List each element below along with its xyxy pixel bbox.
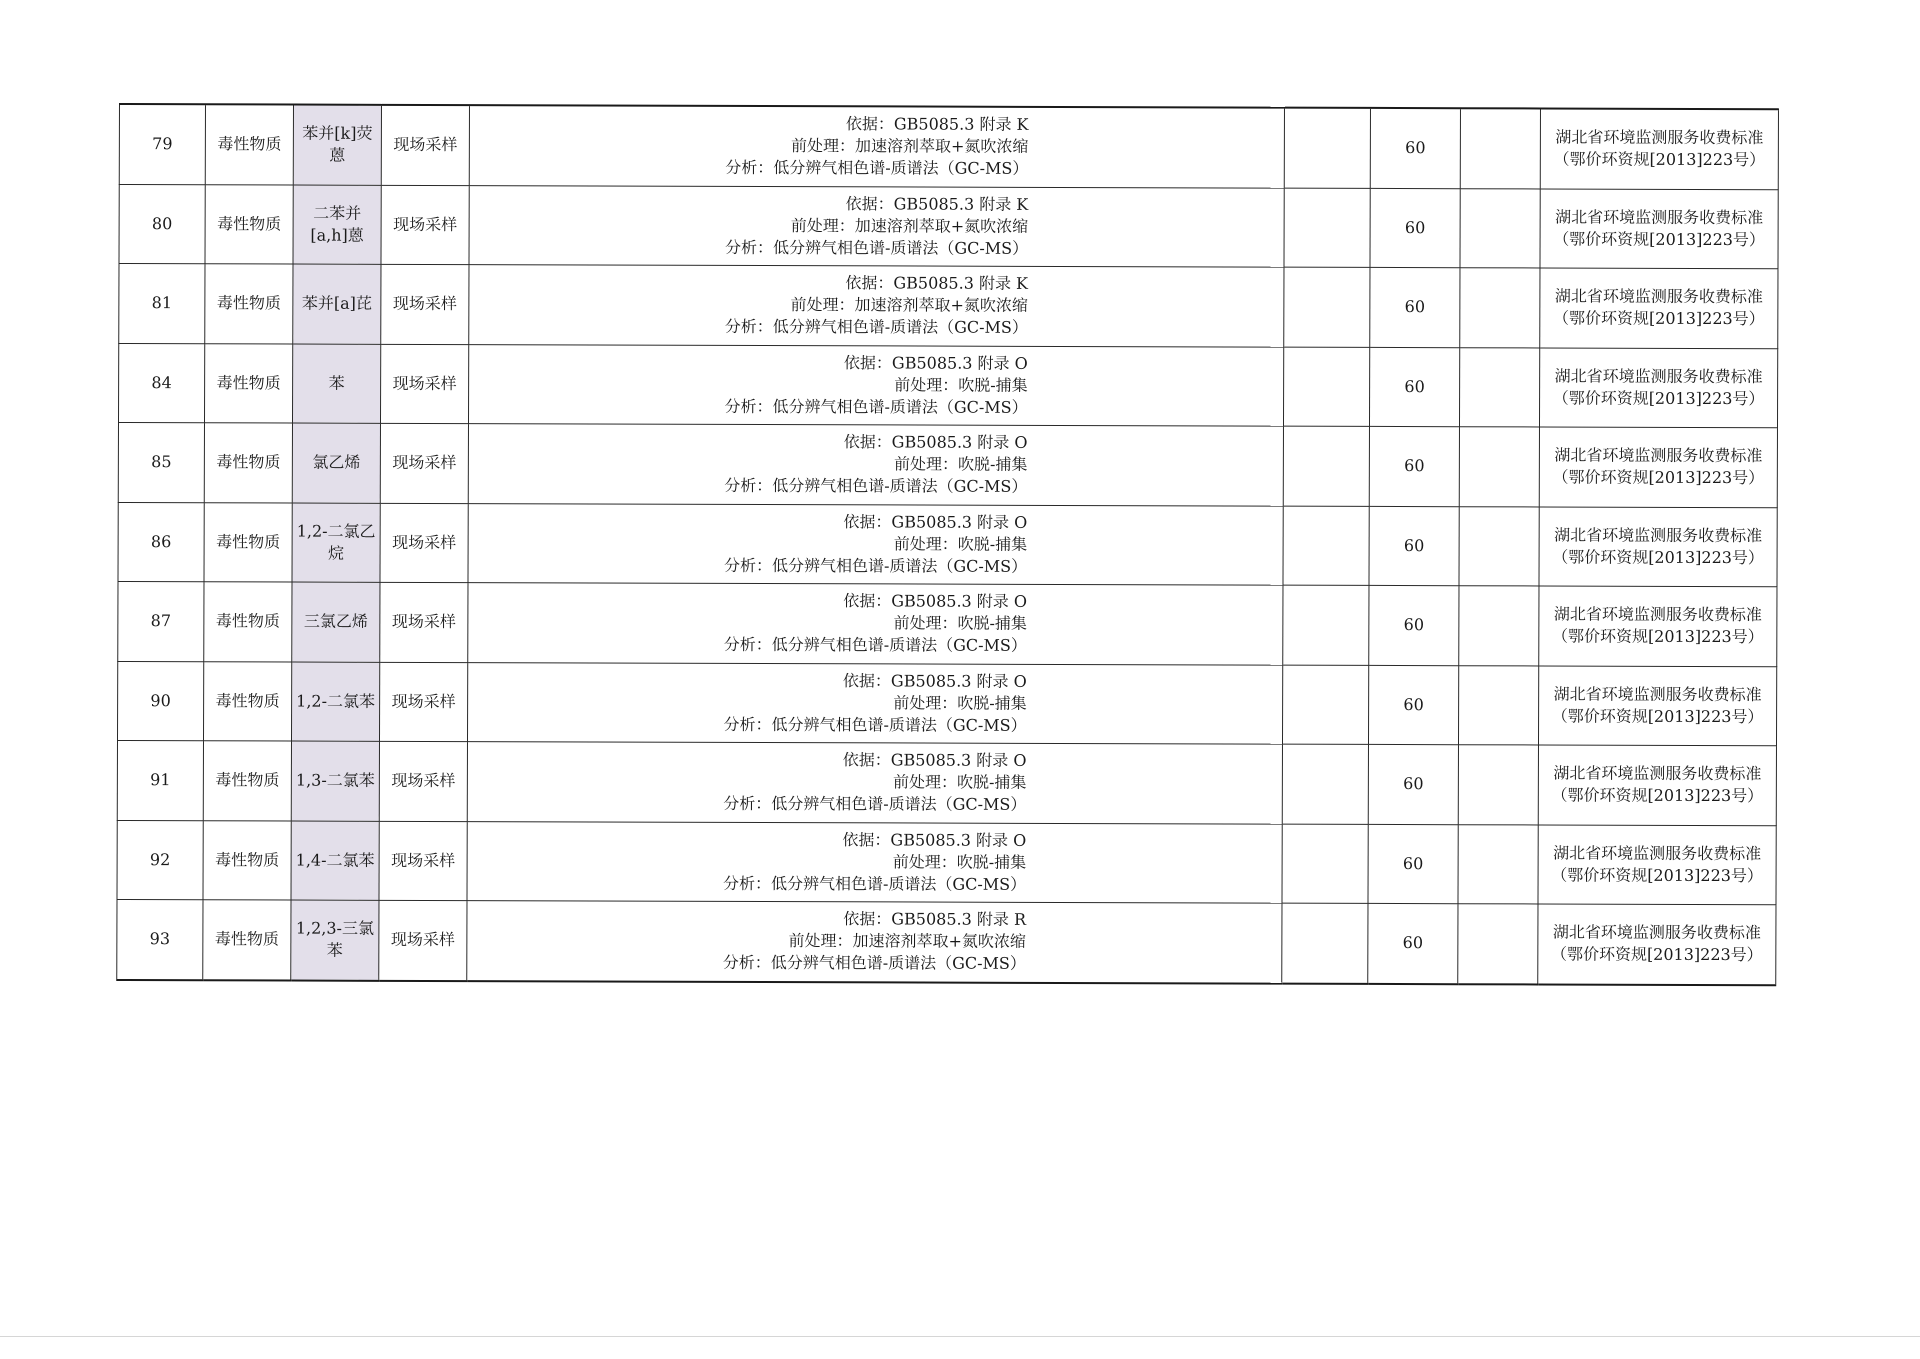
empty-cell	[1282, 903, 1368, 983]
empty-cell	[1283, 426, 1369, 506]
row-number: 86	[118, 502, 204, 582]
row-number: 93	[117, 899, 203, 979]
method-basis: 依据：GB5085.3 附录 R	[843, 909, 1027, 930]
category-cell: 毒性物质	[205, 264, 293, 344]
category-cell: 毒性物质	[203, 741, 291, 821]
method-pretreatment: 前处理：吹脱-捕集	[893, 772, 1027, 793]
method-analysis: 分析：低分辨气相色谱-质谱法（GC-MS）	[723, 555, 1028, 576]
scan-edge-line	[0, 1336, 1920, 1337]
price-cell: 60	[1369, 426, 1459, 506]
price-cell: 60	[1369, 585, 1459, 665]
fee-standard-cell: 湖北省环境监测服务收费标准（鄂价环资规[2013]223号）	[1540, 108, 1778, 189]
sampling-cell: 现场采样	[379, 662, 467, 742]
method-basis: 依据：GB5085.3 附录 O	[842, 750, 1027, 771]
method-analysis: 分析：低分辨气相色谱-质谱法（GC-MS）	[724, 476, 1028, 497]
empty-cell	[1284, 188, 1370, 268]
method-analysis: 分析：低分辨气相色谱-质谱法（GC-MS）	[723, 714, 1027, 735]
method-analysis: 分析：低分辨气相色谱-质谱法（GC-MS）	[724, 237, 1029, 258]
table-row	[119, 104, 1778, 189]
empty-cell	[1458, 745, 1538, 825]
category-cell: 毒性物质	[204, 582, 292, 662]
method-cell	[467, 742, 1282, 824]
empty-cell	[1458, 824, 1538, 904]
sampling-cell: 现场采样	[380, 503, 468, 583]
test-item-cell: 1,3-二氯苯	[291, 741, 379, 821]
row-number: 91	[117, 740, 203, 820]
test-item-cell: 二苯并[a,h]蒽	[293, 185, 381, 265]
method-cell	[467, 662, 1282, 744]
empty-cell	[1284, 267, 1370, 347]
fee-standard-cell: 湖北省环境监测服务收费标准（鄂价环资规[2013]223号）	[1539, 347, 1777, 427]
empty-cell	[1282, 744, 1368, 824]
table-row	[118, 343, 1777, 428]
table-row	[117, 899, 1776, 984]
method-basis: 依据：GB5085.3 附录 O	[842, 830, 1027, 850]
empty-cell	[1460, 268, 1540, 348]
empty-cell	[1458, 904, 1538, 984]
method-basis: 依据：GB5085.3 附录 K	[845, 273, 1029, 294]
table-row	[119, 184, 1778, 269]
sampling-cell: 现场采样	[379, 900, 467, 980]
category-cell: 毒性物质	[203, 900, 291, 980]
row-number: 80	[119, 184, 205, 264]
empty-cell	[1458, 665, 1538, 745]
method-basis: 依据：GB5085.3 附录 O	[843, 591, 1028, 612]
table-row	[117, 820, 1776, 905]
table-row	[117, 661, 1776, 746]
method-analysis: 分析：低分辨气相色谱-质谱法（GC-MS）	[722, 873, 1027, 894]
method-analysis: 分析：低分辨气相色谱-质谱法（GC-MS）	[724, 396, 1028, 417]
price-cell: 60	[1368, 903, 1458, 983]
empty-cell	[1282, 824, 1368, 904]
empty-cell	[1282, 665, 1368, 745]
method-pretreatment: 前处理：加速溶剂萃取+氮吹浓缩	[790, 295, 1028, 316]
sampling-cell: 现场采样	[380, 423, 468, 503]
test-item-cell: 1,2,3-三氯苯	[291, 900, 379, 980]
category-cell: 毒性物质	[204, 502, 292, 582]
method-basis: 依据：GB5085.3 附录 K	[845, 194, 1029, 214]
test-item-cell: 三氯乙烯	[292, 582, 380, 662]
method-pretreatment: 前处理：吹脱-捕集	[893, 534, 1028, 554]
row-number: 85	[118, 423, 204, 503]
category-cell: 毒性物质	[205, 104, 293, 184]
table-row	[118, 502, 1777, 587]
method-cell	[469, 105, 1284, 188]
fee-standard-cell: 湖北省环境监测服务收费标准（鄂价环资规[2013]223号）	[1540, 268, 1778, 348]
sampling-cell: 现场采样	[379, 821, 467, 901]
row-number: 92	[117, 820, 203, 900]
method-pretreatment: 前处理：加速溶剂萃取+氮吹浓缩	[790, 215, 1029, 236]
test-item-cell: 苯并[k]荧蒽	[293, 105, 381, 185]
method-basis: 依据：GB5085.3 附录 O	[843, 512, 1028, 532]
sampling-cell: 现场采样	[381, 105, 469, 185]
method-cell	[468, 424, 1283, 506]
fee-table	[116, 103, 1779, 986]
table-row	[118, 581, 1777, 666]
method-basis: 依据：GB5085.3 附录 O	[843, 353, 1028, 373]
method-cell	[469, 265, 1284, 347]
empty-cell	[1284, 108, 1370, 188]
method-analysis: 分析：低分辨气相色谱-质谱法（GC-MS）	[725, 158, 1029, 179]
category-cell: 毒性物质	[203, 661, 291, 741]
method-pretreatment: 前处理：吹脱-捕集	[894, 375, 1028, 395]
test-item-cell: 氯乙烯	[292, 423, 380, 503]
test-item-cell: 苯并[a]芘	[293, 264, 381, 344]
method-cell	[468, 344, 1283, 426]
table-row	[117, 740, 1776, 825]
sampling-cell: 现场采样	[379, 741, 467, 821]
row-number: 81	[119, 264, 205, 344]
sampling-cell: 现场采样	[380, 582, 468, 662]
empty-cell	[1459, 586, 1539, 666]
fee-standard-cell: 湖北省环境监测服务收费标准（鄂价环资规[2013]223号）	[1538, 904, 1776, 985]
method-analysis: 分析：低分辨气相色谱-质谱法（GC-MS）	[723, 635, 1027, 656]
fee-standard-cell: 湖北省环境监测服务收费标准（鄂价环资规[2013]223号）	[1538, 745, 1776, 825]
row-number: 79	[119, 104, 205, 184]
empty-cell	[1459, 506, 1539, 586]
sampling-cell: 现场采样	[381, 264, 469, 344]
method-pretreatment: 前处理：加速溶剂萃取+氮吹浓缩	[791, 136, 1029, 157]
price-cell: 60	[1369, 506, 1459, 586]
price-cell: 60	[1368, 824, 1458, 904]
method-pretreatment: 前处理：加速溶剂萃取+氮吹浓缩	[788, 931, 1026, 952]
test-item-cell: 苯	[292, 344, 380, 424]
method-cell	[468, 583, 1283, 665]
category-cell: 毒性物质	[204, 423, 292, 503]
table-row	[119, 264, 1778, 349]
method-analysis: 分析：低分辨气相色谱-质谱法（GC-MS）	[724, 317, 1028, 338]
method-analysis: 分析：低分辨气相色谱-质谱法（GC-MS）	[723, 794, 1027, 815]
sampling-cell: 现场采样	[380, 344, 468, 424]
method-cell	[468, 503, 1283, 585]
category-cell: 毒性物质	[205, 184, 293, 264]
method-basis: 依据：GB5085.3 附录 O	[843, 432, 1028, 453]
method-pretreatment: 前处理：吹脱-捕集	[892, 852, 1027, 872]
test-item-cell: 1,4-二氯苯	[291, 821, 379, 901]
method-pretreatment: 前处理：吹脱-捕集	[894, 454, 1028, 475]
method-basis: 依据：GB5085.3 附录 O	[842, 671, 1027, 691]
empty-cell	[1283, 347, 1369, 427]
category-cell: 毒性物质	[203, 820, 291, 900]
empty-cell	[1460, 188, 1540, 268]
price-cell: 60	[1370, 188, 1460, 268]
empty-cell	[1459, 347, 1539, 427]
fee-standard-cell: 湖北省环境监测服务收费标准（鄂价环资规[2013]223号）	[1539, 506, 1777, 586]
fee-standard-cell: 湖北省环境监测服务收费标准（鄂价环资规[2013]223号）	[1540, 188, 1778, 268]
empty-cell	[1459, 427, 1539, 507]
empty-cell	[1283, 506, 1369, 586]
sampling-cell: 现场采样	[381, 185, 469, 265]
method-cell	[469, 185, 1284, 267]
method-analysis: 分析：低分辨气相色谱-质谱法（GC-MS）	[722, 953, 1026, 974]
fee-standard-cell: 湖北省环境监测服务收费标准（鄂价环资规[2013]223号）	[1539, 586, 1777, 666]
row-number: 87	[118, 581, 204, 661]
price-cell: 60	[1368, 744, 1458, 824]
price-cell: 60	[1369, 347, 1459, 427]
empty-cell	[1460, 108, 1540, 188]
category-cell: 毒性物质	[204, 343, 292, 423]
empty-cell	[1283, 585, 1369, 665]
fee-standard-cell: 湖北省环境监测服务收费标准（鄂价环资规[2013]223号）	[1539, 427, 1777, 507]
table-row	[118, 423, 1777, 508]
price-cell: 60	[1370, 267, 1460, 347]
fee-standard-cell: 湖北省环境监测服务收费标准（鄂价环资规[2013]223号）	[1538, 665, 1776, 745]
table-body	[117, 104, 1779, 985]
row-number: 84	[118, 343, 204, 423]
price-cell: 60	[1368, 665, 1458, 745]
fee-standard-cell: 湖北省环境监测服务收费标准（鄂价环资规[2013]223号）	[1538, 824, 1776, 904]
method-cell	[467, 901, 1282, 984]
method-cell	[467, 821, 1282, 903]
row-number: 90	[117, 661, 203, 741]
method-basis: 依据：GB5085.3 附录 K	[845, 114, 1029, 135]
method-pretreatment: 前处理：吹脱-捕集	[893, 693, 1027, 713]
test-item-cell: 1,2-二氯苯	[291, 662, 379, 742]
price-cell: 60	[1370, 108, 1460, 188]
test-item-cell: 1,2-二氯乙烷	[292, 503, 380, 583]
method-pretreatment: 前处理：吹脱-捕集	[893, 613, 1027, 634]
